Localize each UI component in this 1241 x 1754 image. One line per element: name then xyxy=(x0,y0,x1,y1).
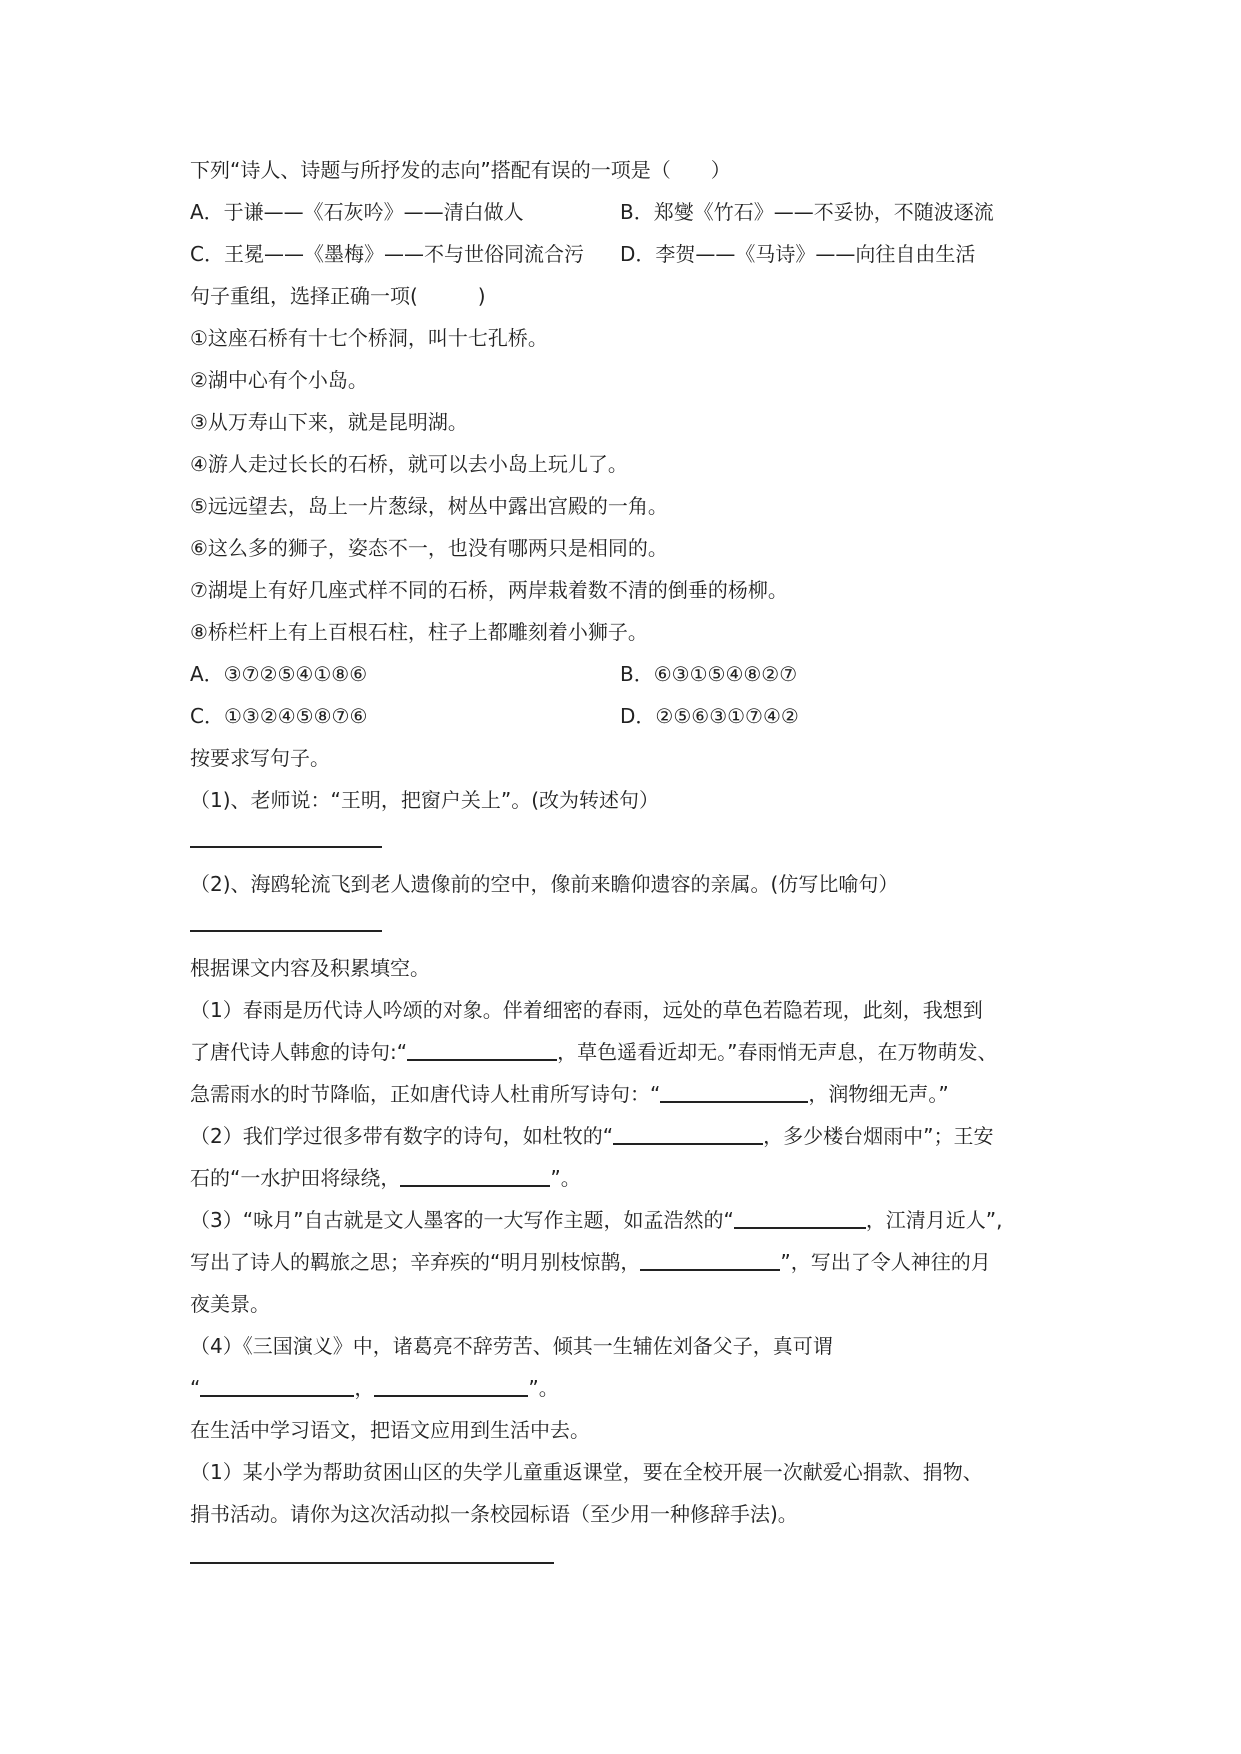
q4-p3-line1-text-b: ，江清月近人”, xyxy=(865,1208,1003,1232)
q1-option-b: B．郑燮《竹石》——不妥协，不随波逐流 xyxy=(620,200,994,224)
q4-blank-1[interactable] xyxy=(407,1039,557,1061)
q4-p4-line2 xyxy=(190,1374,559,1402)
q4-p1-line3-text-b: ，润物细无声。” xyxy=(808,1082,949,1106)
q4-blank-8[interactable] xyxy=(374,1375,528,1397)
q4-p2-line2-text-a: 石的“一水护田将绿绕， xyxy=(190,1166,401,1190)
q4-p1-line2-text-a: 了唐代诗人韩愈的诗句:“ xyxy=(190,1040,408,1064)
q3-item-1: （1)、老师说：“王明，把窗户关上”。(改为转述句） xyxy=(190,788,660,812)
q2-option-c: C．①③②④⑤⑧⑦⑥ xyxy=(190,704,368,728)
q2-sentence-4: ④游人走过长长的石桥，就可以去小岛上玩儿了。 xyxy=(190,452,628,476)
q4-p4-line1: （4）《三国演义》中，诸葛亮不辞劳苦、倾其一生辅佐刘备父子，真可谓 xyxy=(190,1334,833,1358)
q2-option-d: D．②⑤⑥③①⑦④② xyxy=(620,704,799,728)
q4-p2-line1-text-a: （2）我们学过很多带有数字的诗句，如杜牧的“ xyxy=(190,1124,614,1148)
q1-option-a: A．于谦——《石灰吟》——清白做人 xyxy=(190,200,524,224)
q2-option-a: A．③⑦②⑤④①⑧⑥ xyxy=(190,662,368,686)
q2-option-b: B．⑥③①⑤④⑧②⑦ xyxy=(620,662,798,686)
q2-sentence-3: ③从万寿山下来，就是昆明湖。 xyxy=(190,410,468,434)
q4-blank-3[interactable] xyxy=(613,1123,763,1145)
q2-sentence-8: ⑧桥栏杆上有上百根石柱，柱子上都雕刻着小狮子。 xyxy=(190,620,648,644)
q3-stem: 按要求写句子。 xyxy=(190,746,330,770)
q4-p3-line2-text-b: ”，写出了令人神往的月 xyxy=(780,1250,991,1274)
q4-p1-line3-text-a: 急需雨水的时节降临，正如唐代诗人杜甫所写诗句：“ xyxy=(190,1082,661,1106)
q4-p2-line1 xyxy=(190,1122,993,1150)
q1-option-d: D．李贺——《马诗》——向往自由生活 xyxy=(620,242,976,266)
q5-line2: 捐书活动。请你为这次活动拟一条校园标语（至少用一种修辞手法)。 xyxy=(190,1502,798,1526)
q1-stem: 下列“诗人、诗题与所抒发的志向”搭配有误的一项是（ ） xyxy=(190,158,731,182)
q4-p3-line3: 夜美景。 xyxy=(190,1292,270,1316)
q4-blank-7[interactable] xyxy=(200,1375,354,1397)
q4-p2-line2-text-b: ”。 xyxy=(550,1166,581,1190)
q4-blank-6[interactable] xyxy=(640,1249,780,1271)
q2-stem: 句子重组，选择正确一项( ) xyxy=(190,284,486,308)
q3-item-2: （2)、海鸥轮流飞到老人遗像前的空中，像前来瞻仰遗容的亲属。(仿写比喻句） xyxy=(190,872,899,896)
q3-answer-line-1[interactable] xyxy=(190,846,382,848)
q2-sentence-1: ①这座石桥有十七个桥洞，叫十七孔桥。 xyxy=(190,326,548,350)
q4-stem: 根据课文内容及积累填空。 xyxy=(190,956,430,980)
q4-p1-line1: （1）春雨是历代诗人吟颂的对象。伴着细密的春雨，远处的草色若隐若现，此刻，我想到 xyxy=(190,998,983,1022)
q4-p1-line3 xyxy=(190,1080,949,1108)
q5-answer-line[interactable] xyxy=(190,1562,554,1564)
q4-p3-line1 xyxy=(190,1206,1003,1234)
q2-sentence-6: ⑥这么多的狮子，姿态不一，也没有哪两只是相同的。 xyxy=(190,536,668,560)
q1-option-c: C．王冕——《墨梅》——不与世俗同流合污 xyxy=(190,242,584,266)
q4-p2-line2 xyxy=(190,1164,581,1192)
q4-p4-line2-text-a: “ xyxy=(190,1376,201,1400)
q4-p4-line2-text-c: ”。 xyxy=(528,1376,559,1400)
q2-sentence-5: ⑤远远望去，岛上一片葱绿，树丛中露出宫殿的一角。 xyxy=(190,494,668,518)
q3-answer-line-2[interactable] xyxy=(190,930,382,932)
q4-p4-line2-text-b: ， xyxy=(354,1376,375,1400)
q4-blank-5[interactable] xyxy=(734,1207,866,1229)
q4-p1-line2 xyxy=(190,1038,997,1066)
q5-line1: （1）某小学为帮助贫困山区的失学儿童重返课堂，要在全校开展一次献爱心捐款、捐物、 xyxy=(190,1460,983,1484)
q4-blank-2[interactable] xyxy=(660,1081,808,1103)
q2-sentence-7: ⑦湖堤上有好几座式样不同的石桥，两岸栽着数不清的倒垂的杨柳。 xyxy=(190,578,788,602)
q4-p3-line1-text-a: （3）“咏月”自古就是文人墨客的一大写作主题，如孟浩然的“ xyxy=(190,1208,734,1232)
q4-p2-line1-text-b: ，多少楼台烟雨中”；王安 xyxy=(763,1124,994,1148)
q4-p3-line2-text-a: 写出了诗人的羁旅之思；辛弃疾的“明月别枝惊鹊， xyxy=(190,1250,641,1274)
q4-p1-line2-text-b: ，草色遥看近却无。”春雨悄无声息，在万物萌发、 xyxy=(557,1040,998,1064)
q4-blank-4[interactable] xyxy=(400,1165,550,1187)
q5-stem: 在生活中学习语文，把语文应用到生活中去。 xyxy=(190,1418,590,1442)
q2-sentence-2: ②湖中心有个小岛。 xyxy=(190,368,368,392)
q4-p3-line2 xyxy=(190,1248,991,1276)
